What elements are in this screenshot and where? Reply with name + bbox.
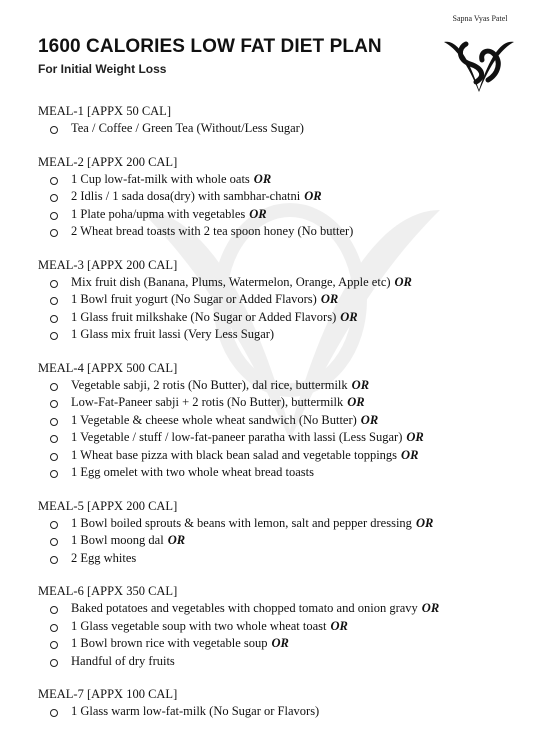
list-item [38,532,538,550]
item-text: 1 Wheat base pizza with black bean salad and vegetable toppings [71,447,398,462]
meal-title: MEAL-2 [APPX 200 CAL] [38,154,178,169]
hollow-bullet-icon [50,177,58,185]
hollow-bullet-icon [50,332,58,340]
item-text: 1 Bowl brown rice with vegetable soup [71,636,268,650]
item-text: 1 Egg omelet with two whole wheat bread toasts [71,465,314,479]
hollow-bullet-icon [50,624,58,632]
item-text: Baked potatoes and vegetables with chopped tomato and onion gravy [71,601,418,615]
page-subtitle: For Initial Weight Loss [38,62,167,76]
item-text: 1 Bowl fruit yogurt (No Sugar or Added Flavors) [71,292,317,306]
item-text: 1 Glass warm low-fat-milk (No Sugar or Flavors) [71,704,320,718]
hollow-bullet-icon [50,521,58,529]
hollow-bullet-icon [50,538,58,546]
meal-section [38,154,538,241]
svp-monogram-logo-icon [436,14,522,94]
or-label: OR [253,171,272,186]
meal-section [38,583,538,670]
hollow-bullet-icon [50,400,58,408]
hollow-bullet-icon [50,297,58,305]
item-text: 1 Plate poha/upma with vegetables [71,206,246,221]
item-text: 1 Cup low-fat-milk with whole oats [71,171,250,186]
item-text: Handful of dry fruits [71,653,175,668]
meal-title: MEAL-6 [APPX 350 CAL] [38,584,178,598]
hollow-bullet-icon [50,280,58,288]
list-item [38,394,538,412]
list-item [38,326,538,344]
meal-section [38,498,538,568]
item-text: 2 Egg whites [71,550,137,565]
list-item [38,653,538,671]
hollow-bullet-icon [50,709,58,717]
item-text: Low-Fat-Paneer sabji + 2 rotis (No Butter), buttermilk [71,395,344,409]
or-label: OR [249,206,267,221]
list-item [38,188,538,206]
list-item [38,635,538,653]
or-label: OR [415,515,434,530]
or-label: OR [360,412,379,427]
meal-section [38,257,538,344]
page-title: 1600 CALORIES LOW FAT DIET PLAN [38,36,382,57]
hollow-bullet-icon [50,194,58,202]
meal-title: MEAL-1 [APPX 50 CAL] [38,104,171,118]
item-text: 1 Glass fruit milkshake (No Sugar or Added Flavors) [71,309,337,324]
meal-section [38,360,538,482]
hollow-bullet-icon [50,315,58,323]
hollow-bullet-icon [50,556,58,564]
or-label: OR [320,292,339,306]
or-label: OR [347,395,365,409]
or-label: OR [271,636,289,650]
list-item [38,703,538,721]
list-item [38,377,538,395]
meal-title: MEAL-5 [APPX 200 CAL] [38,498,178,513]
item-text: Mix fruit dish (Banana, Plums, Watermelon, Orange, Apple etc) [71,274,391,289]
item-text: Tea / Coffee / Green Tea (Without/Less Sugar) [71,121,304,135]
list-item [38,120,538,138]
meal-list [38,103,538,737]
list-item [38,171,538,189]
hollow-bullet-icon [50,212,58,220]
item-text: 1 Vegetable / stuff / low-fat-paneer paratha with lassi (Less Sugar) [71,430,403,444]
list-item [38,618,538,636]
list-item [38,464,538,482]
hollow-bullet-icon [50,418,58,426]
list-item [38,206,538,224]
item-text: 1 Bowl boiled sprouts & beans with lemon, salt and pepper dressing [71,515,412,530]
meal-title: MEAL-4 [APPX 500 CAL] [38,360,178,375]
item-text: 1 Bowl moong dal [71,533,164,547]
list-item [38,515,538,533]
list-item [38,600,538,618]
item-text: Vegetable sabji, 2 rotis (No Butter), dal rice, buttermilk [71,377,348,392]
list-item [38,274,538,292]
item-text: 1 Glass vegetable soup with two whole wheat toast [71,618,327,633]
item-text: 1 Vegetable & cheese whole wheat sandwich (No Butter) [71,412,357,427]
meal-title: MEAL-7 [APPX 100 CAL] [38,687,178,701]
or-label: OR [351,377,370,392]
list-item [38,291,538,309]
meal-title: MEAL-3 [APPX 200 CAL] [38,257,178,272]
hollow-bullet-icon [50,641,58,649]
or-label: OR [406,430,424,444]
or-label: OR [304,189,322,203]
hollow-bullet-icon [50,435,58,443]
meal-section [38,103,538,138]
hollow-bullet-icon [50,659,58,667]
hollow-bullet-icon [50,229,58,237]
logo-caption: Sapna Vyas Patel [452,14,508,23]
hollow-bullet-icon [50,383,58,391]
list-item [38,223,538,241]
meal-section [38,686,538,721]
list-item [38,412,538,430]
hollow-bullet-icon [50,470,58,478]
or-label: OR [330,618,348,633]
item-text: 1 Glass mix fruit lassi (Very Less Sugar) [71,327,275,341]
hollow-bullet-icon [50,606,58,614]
item-text: 2 Wheat bread toasts with 2 tea spoon honey (No butter) [71,224,354,238]
list-item [38,447,538,465]
or-label: OR [421,601,440,615]
or-label: OR [401,447,419,462]
or-label: OR [167,533,186,547]
hollow-bullet-icon [50,453,58,461]
list-item [38,429,538,447]
list-item [38,550,538,568]
hollow-bullet-icon [50,126,58,134]
list-item [38,309,538,327]
or-label: OR [340,309,358,324]
item-text: 2 Idlis / 1 sada dosa(dry) with sambhar-chatni [71,189,301,203]
or-label: OR [394,274,412,289]
